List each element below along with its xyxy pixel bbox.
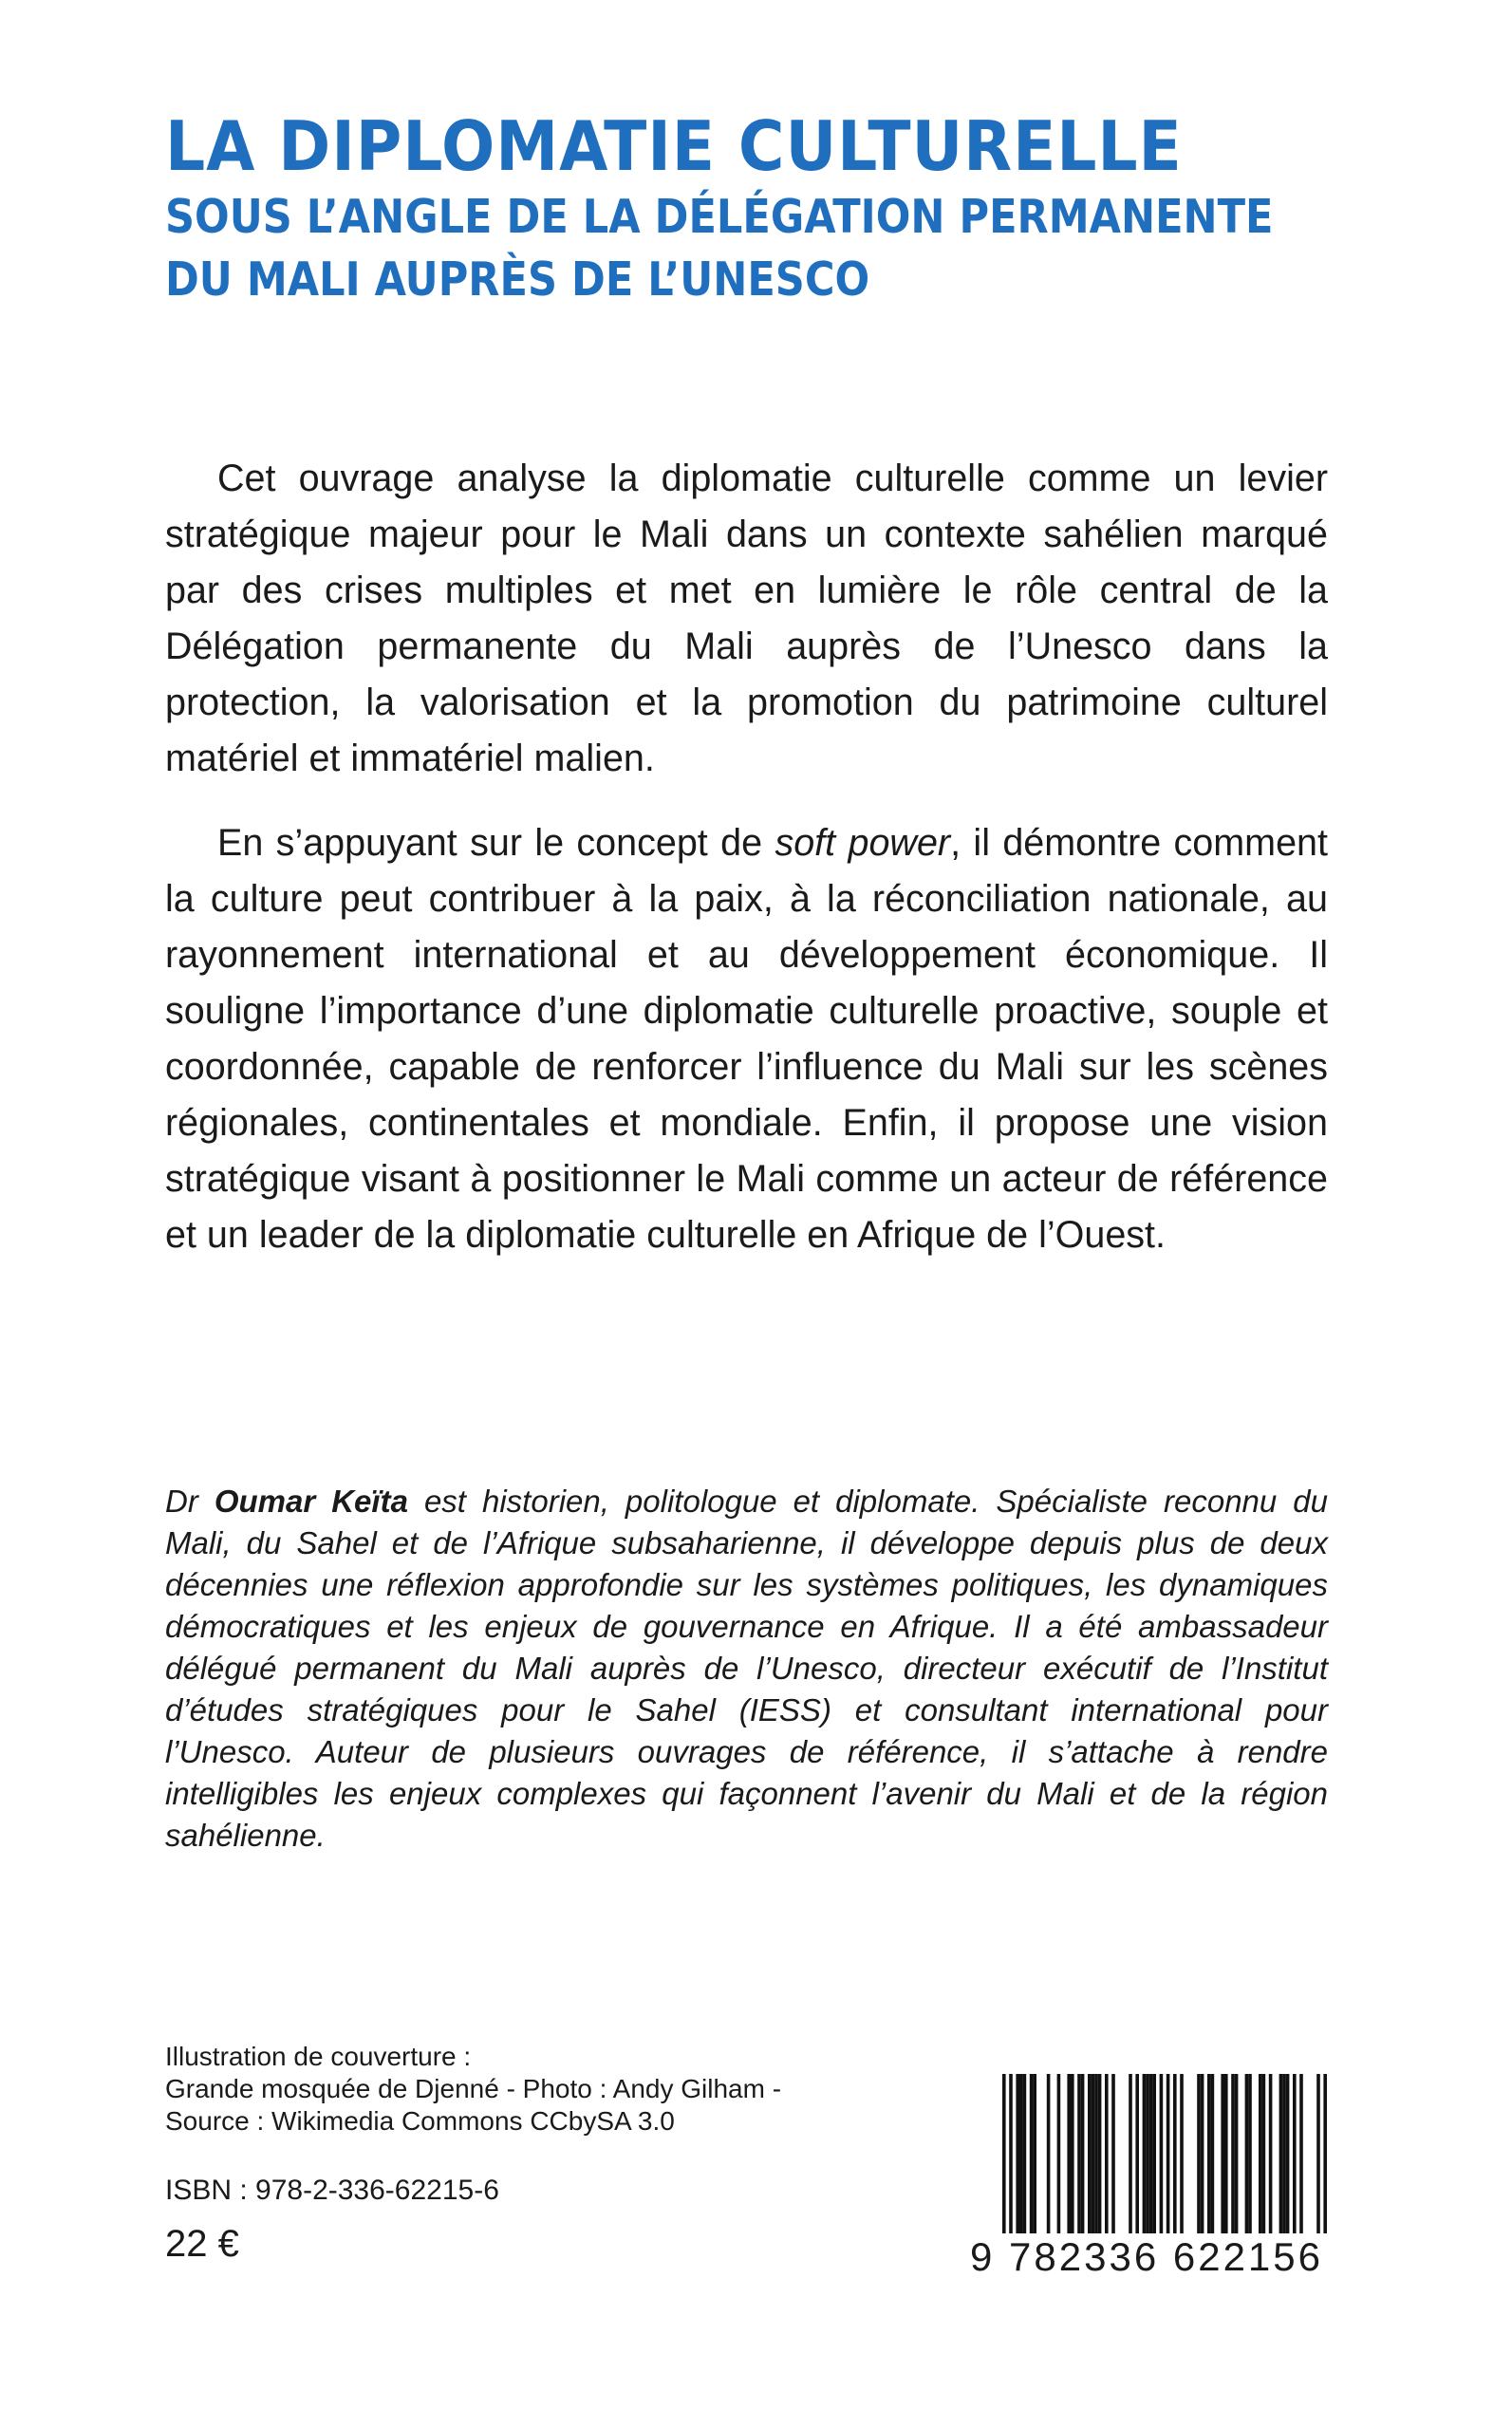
barcode-bar: [1047, 2074, 1051, 2237]
summary-paragraph-2-start: En s’appuyant sur le concept de: [217, 822, 775, 864]
barcode-bar: [1016, 2074, 1019, 2237]
author-name: Oumar Keïta: [214, 1484, 408, 1519]
barcode-bar: [1081, 2074, 1085, 2237]
barcode-bar: [1286, 2074, 1290, 2237]
summary-paragraph-1: Cet ouvrage analyse la diplomatie culturelle comme un levier stratégique majeur pour le Mali dans un contexte sahélien marqué par des crises multiples et met en lumière le rôle central de la Délégation permanente du Mali auprès de l’Unesco dans la protection, la valorisation et la promotion du patrimoine culturel matériel et immatériel malien.: [165, 458, 1328, 779]
book-title: LA DIPLOMATIE CULTURELLE: [165, 106, 1183, 186]
barcode-bar: [1111, 2074, 1115, 2237]
barcode-bar: [1019, 2074, 1023, 2237]
barcode-bar: [1259, 2074, 1262, 2237]
book-subtitle-line-1: SOUS L’ANGLE DE LA DÉLÉGATION PERMANENTE: [165, 190, 1274, 244]
barcode-bar: [1231, 2074, 1235, 2237]
barcode-bar: [1279, 2074, 1283, 2237]
isbn: ISBN : 978-2-336-62215-6: [165, 2175, 499, 2206]
credits-line-1: Illustration de couverture :: [165, 2042, 472, 2071]
barcode-bar: [1201, 2074, 1204, 2237]
barcode-bar: [1293, 2074, 1297, 2237]
barcode-bar: [1152, 2074, 1156, 2237]
barcode-bar: [1129, 2074, 1132, 2237]
barcode-bar: [1180, 2074, 1184, 2237]
title-block: [165, 106, 1399, 311]
barcode: [970, 2074, 1350, 2288]
barcode-bar: [1149, 2074, 1153, 2237]
barcode-bar: [1197, 2074, 1201, 2237]
barcode-bar: [1224, 2074, 1228, 2237]
barcode-bar: [1299, 2074, 1303, 2237]
soft-power-term: soft power: [775, 822, 951, 864]
author-prefix: Dr: [165, 1484, 215, 1519]
summary-paragraph-2: [165, 815, 1328, 1263]
barcode-bar: [1135, 2074, 1139, 2237]
barcode-bar: [1146, 2074, 1149, 2237]
barcode-bar: [1235, 2074, 1239, 2237]
barcode-bar: [1057, 2074, 1061, 2237]
price: 22 €: [165, 2223, 239, 2265]
cover-credits: [165, 2041, 887, 2138]
barcode-bar: [1098, 2074, 1102, 2237]
barcode-bar: [1269, 2074, 1273, 2237]
author-bio-text: est historien, politologue et diplomate. Spécialiste reconnu du Mali, du Sahel et de l’Afrique subsaharienne, il développe depuis plus de deux décennies une réflexion approfondie sur les systèmes politiques, les dynamiques démocratiques et les enjeux de gouvernance en Afrique. Il a été ambassadeur délégué permanent du Mali auprès de l’Unesco, directeur exécutif de l’Institut d’études stratégiques pour le Sahel (IESS) et consultant international pour l’Unesco. Auteur de plusieurs ouvrages de référence, il s’attache à rendre intelligibles les enjeux complexes qui façonnent l’avenir du Mali et de la région sahélienne.: [165, 1484, 1328, 1853]
barcode-bar: [1092, 2074, 1095, 2237]
book-subtitle-line-2: DU MALI AUPRÈS DE L’UNESCO: [165, 252, 870, 307]
barcode-bar: [1245, 2074, 1249, 2237]
barcode-bar: [1282, 2074, 1286, 2237]
barcode-bar: [1030, 2074, 1034, 2237]
barcode-bar: [1071, 2074, 1074, 2237]
barcode-bar: [1094, 2074, 1098, 2237]
barcode-bar: [1211, 2074, 1215, 2237]
barcode-bar: [1221, 2074, 1224, 2237]
barcode-bar: [1248, 2074, 1252, 2237]
barcode-digits: 9 782336 622156: [970, 2233, 1350, 2281]
credits-line-3: Source : Wikimedia Commons CCbySA 3.0: [165, 2106, 675, 2136]
barcode-bar: [1143, 2074, 1147, 2237]
barcode-bar: [1033, 2074, 1036, 2237]
barcode-bar: [1262, 2074, 1266, 2237]
author-bio: [165, 1481, 1328, 1857]
summary: [165, 451, 1328, 1292]
barcode-bar: [1077, 2074, 1081, 2237]
barcode-bar: [1088, 2074, 1092, 2237]
barcode-bar: [1023, 2074, 1027, 2237]
barcode-bar: [1067, 2074, 1071, 2237]
credits-line-2: Grande mosquée de Djenné - Photo : Andy Gilham -: [165, 2074, 782, 2103]
summary-paragraph-2-rest: , il démontre comment la culture peut contribuer à la paix, à la réconciliation nationale, au rayonnement international et au développement économique. Il souligne l’importance d’une diplomatie culturelle proactive, souple et coordonnée, capable de renforcer l’influence du Mali sur les scènes régionales, continentales et mondiale. Enfin, il propose une vision stratégique visant à positionner le Mali comme un acteur de référence et un leader de la diplomatie culturelle en Afrique de l’Ouest.: [165, 822, 1328, 1256]
barcode-bar: [1207, 2074, 1211, 2237]
barcode-bar: [1105, 2074, 1109, 2237]
barcode-bar: [1173, 2074, 1177, 2237]
